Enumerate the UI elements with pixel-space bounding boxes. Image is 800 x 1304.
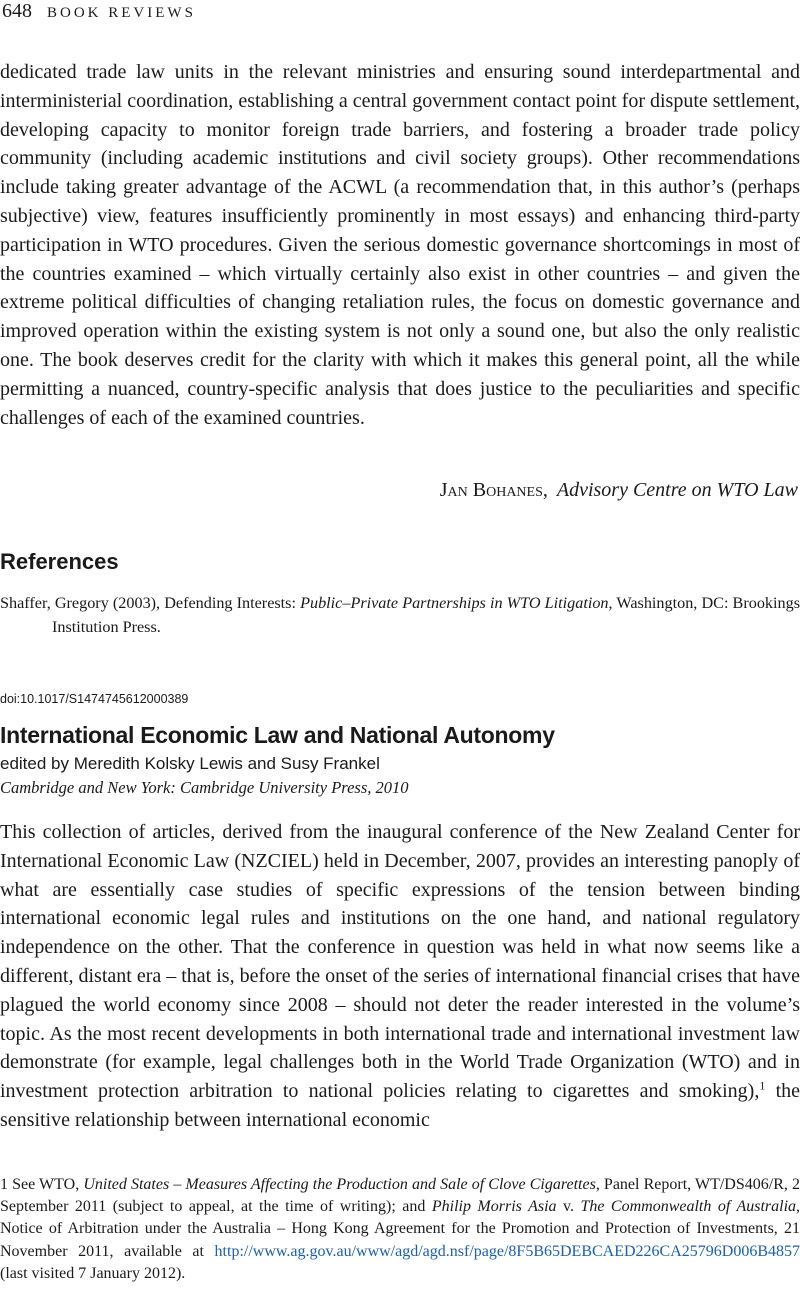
reference-title: Public–Private Partnerships in WTO Litigation — [300, 594, 609, 612]
reference-publisher: , Washington, DC: Brookings Institution Press. — [52, 594, 800, 636]
footnote-text: , Panel Report, WT/DS406/R, 2 September 2011 (subject to appeal, at the time of writing); and — [0, 1176, 800, 1216]
footnote-case-title: United States – Measures Affecting the Production and Sale of Clove Cigarettes — [83, 1176, 596, 1193]
footnote-url-link[interactable]: http://www.ag.gov.au/www/agd/agd.nsf/page/8F5B65DEBCAED226CA25796D006B4857 — [214, 1242, 800, 1260]
book-editors: edited by Meredith Kolsky Lewis and Susy Frankel — [0, 754, 380, 773]
reviewer-name: Jan Bohanes, — [439, 479, 548, 501]
footnote — [0, 1174, 800, 1285]
running-head: BOOK REVIEWS — [47, 5, 196, 21]
footnote-text: v. — [556, 1198, 581, 1216]
footnote-text: , Notice of Arbitration under the Australia – Hong Kong Agreement for the Promotion and Protection of Investments, 21 November 2011, available at — [0, 1198, 800, 1260]
paragraph-text: This collection of articles, derived from the inaugural conference of the New Zealand Center for International Economic Law (NZCIEL) held in December, 2007, provides an interesting panoply of what are essentially case studies of specific expressions of the tension between binding international economic legal rules and institutions on the one hand, and national regulatory independence on the other. That the conference in question was held in what now seems like a different, distant era – that is, before the onset of the series of international financial crises that have plagued the world economy since 2008 – should not deter the reader interested in the volume’s topic. As the most recent developments in both international trade and international investment law demonstrate (for example, legal challenges both in the World Trade Organization (WTO) and in investment protection arbitration to national policies relating to cigarettes and smoking), — [0, 821, 800, 1103]
footnote-reference[interactable]: 1 — [759, 1078, 766, 1093]
footnote-party-name: Philip Morris Asia — [431, 1198, 557, 1216]
paragraph-text-continued: the sensitive relationship between international economic — [0, 1080, 800, 1131]
doi-line: doi:10.1017/S1474745612000389 — [0, 692, 189, 706]
footnote-number: 1 — [0, 1176, 8, 1193]
review-opening-paragraph — [0, 818, 800, 1135]
reference-author-date: Shaffer, Gregory (2003), Defending Interests: — [0, 594, 301, 612]
footnote-party-name: The Commonwealth of Australia — [580, 1198, 797, 1216]
page-header — [2, 0, 196, 25]
book-title: International Economic Law and National Autonomy — [0, 722, 555, 748]
review-continuation-paragraph: dedicated trade law units in the relevant ministries and ensuring sound interdepartmental and interministerial coordination, establishing a central government contact point for dispute settlement, developing capacity to monitor foreign trade barriers, and fostering a broader trade policy community (including academic institutions and civil society groups). Other recommendations include taking greater advantage of the ACWL (a recommendation that, in this author’s (perhaps subjective) view, features insufficiently prominently in most essays) and enhancing third-party participation in WTO procedures. Given the serious domestic governance shortcomings in most of the countries examined – which virtually certainly also exist in other countries – and given the extreme political difficulties of changing retaliation rules, the focus on domestic governance and improved operation within the existing system is not only a sound one, but also the only realistic one. The book deserves credit for the clarity with which it makes this general point, all the while permitting a nuanced, country-specific analysis that does justice to the peculiarities and specific challenges of each of the examined countries. — [0, 61, 800, 429]
reference-item — [0, 591, 800, 639]
footnote-text: (last visited 7 January 2012). — [0, 1264, 186, 1282]
footnote-text: See WTO, — [8, 1176, 84, 1193]
reviewer-signature — [440, 476, 798, 504]
page-number: 648 — [2, 0, 32, 22]
references-heading: References — [0, 549, 119, 574]
book-publisher: Cambridge and New York: Cambridge University Press, 2010 — [0, 778, 409, 797]
reviewer-affiliation: Advisory Centre on WTO Law — [556, 479, 798, 501]
